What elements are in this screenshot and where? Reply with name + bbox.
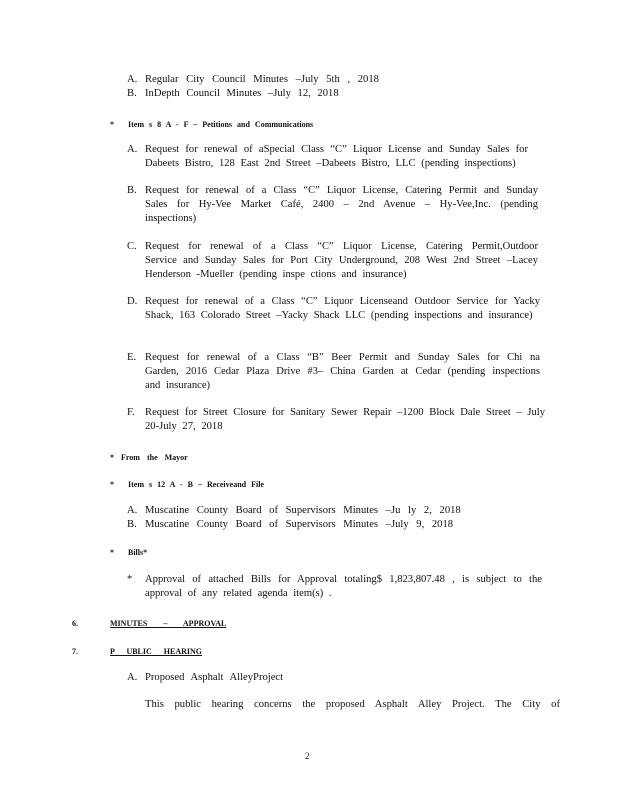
supervisors-a-text: Muscatine County Board of Supervisors Minutes –Ju ly 2, 2018	[145, 505, 461, 516]
minutes-a-text: Regular City Council Minutes –July 5th , 2018	[145, 74, 379, 85]
section-6-title: MINUTES – APPROVAL	[110, 619, 227, 628]
section-6-number: 6.	[72, 619, 78, 628]
bills-heading: Bills*	[128, 548, 148, 557]
supervisors-b-letter: B.	[127, 519, 137, 530]
minutes-a-letter: A.	[127, 74, 138, 85]
petition-e-text: Request for renewal of a Class “B” Beer Permit and Sunday Sales for Chi na Garden, 2016 Cedar Plaza Drive #3– China Garden at Cedar (pending inspections and insurance)	[145, 352, 540, 391]
bills-bullet: *	[110, 548, 114, 557]
items-12-bullet: *	[110, 480, 114, 489]
hearing-paragraph: This public hearing concerns the proposed Asphalt Alley Project. The City of	[145, 699, 560, 710]
from-mayor-heading: * From the Mayor	[110, 453, 188, 462]
hearing-item-text: Proposed Asphalt AlleyProject	[145, 672, 284, 683]
petition-f-letter: F.	[127, 407, 135, 418]
section-7-number: 7.	[72, 647, 78, 656]
petition-c-letter: C.	[127, 241, 137, 252]
supervisors-a-letter: A.	[127, 505, 138, 516]
petition-d-letter: D.	[127, 296, 138, 307]
section-7-title: P UBLIC HEARING	[110, 647, 203, 656]
items-12-heading: Item s 12 A - B – Receiveand File	[128, 480, 264, 489]
minutes-b-text: InDepth Council Minutes –July 12, 2018	[145, 88, 339, 99]
petition-d-text: Request for renewal of a Class “C” Liquor Licenseand Outdoor Service for Yacky Shack, 163 Colorado Street –Yacky Shack LLC (pending inspections and insurance)	[145, 296, 540, 321]
petition-a-letter: A.	[127, 144, 138, 155]
hearing-item-letter: A.	[127, 672, 138, 683]
items-8-heading: Item s 8 A - F – Petitions and Communications	[128, 120, 314, 129]
minutes-b-letter: B.	[127, 88, 137, 99]
supervisors-b-text: Muscatine County Board of Supervisors Minutes –July 9, 2018	[145, 519, 454, 530]
petition-f-text: Request for Street Closure for Sanitary Sewer Repair –1200 Block Dale Street – July 20-July 27, 2018	[145, 407, 545, 432]
petition-e-letter: E.	[127, 352, 137, 363]
bills-item-text: Approval of attached Bills for Approval totaling$ 1,823,807.48 , is subject to the approval of any related agenda item(s) .	[145, 574, 542, 599]
petition-c-text: Request for renewal of a Class “C” Liquor License, Catering Permit,Outdoor Service and Sunday Sales for Port City Underground, 208 West 2nd Street –Lacey Henderson -Mueller (pending inspe ctions and insurance)	[145, 241, 538, 280]
bills-item-bullet: *	[127, 574, 133, 585]
items-8-bullet: *	[110, 120, 114, 129]
petition-a-text: Request for renewal of aSpecial Class “C” Liquor License and Sunday Sales for Dabeets Bistro, 128 East 2nd Street –Dabeets Bistro, LLC (pending inspections)	[145, 144, 528, 169]
petition-b-letter: B.	[127, 185, 137, 196]
petition-b-text: Request for renewal of a Class “C” Liquor License, Catering Permit and Sunday Sales for Hy-Vee Market Café, 2400 – 2nd Avenue – Hy-Vee,Inc. (pending inspections)	[145, 185, 538, 224]
page-number: 2	[305, 751, 310, 761]
